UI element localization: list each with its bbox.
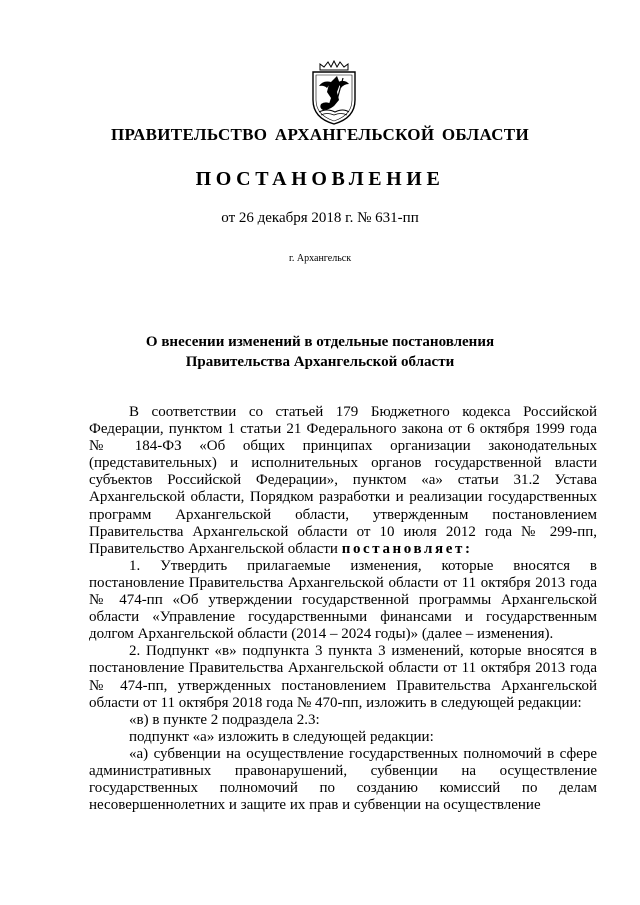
body-paragraph-amendment-a: «а) субвенции на осуществление государственных полномочий в сфере административных правонарушений, субвенции на осуществление государственных полномочий по созданию комиссий по делам несовершеннолетних и защите их прав и субвенции на осуществление bbox=[89, 745, 597, 814]
arkhangelsk-coat-of-arms-icon bbox=[307, 60, 361, 126]
document-date-number: от 26 декабря 2018 г. № 631-пп bbox=[221, 210, 419, 226]
resolves-keyword: постановляет: bbox=[341, 540, 473, 557]
body-paragraph-item-1: 1. Утвердить прилагаемые изменения, которые вносятся в постановление Правительства Архангельской области от 11 октября 2013 года № 474-пп «Об утверждении государственной программы Архангельской области «Управление государственными финансами и государственным долгом Архангельской области (2014 – 2024 годы)» (далее – изменения). bbox=[89, 557, 597, 643]
document-type-heading: ПОСТАНОВЛЕНИЕ bbox=[195, 168, 445, 190]
document-body bbox=[89, 404, 597, 814]
body-paragraph-item-2: 2. Подпункт «в» подпункта 3 пункта 3 изменений, которые вносятся в постановление Правительства Архангельской области от 11 октября 2013 года № 474-пп, утвержденных постановлением Правительства Архангельской области от 11 октября 2018 года № 470-пп, изложить в следующей редакции: bbox=[89, 643, 597, 711]
document-title-line-2: Правительства Архангельской области bbox=[185, 354, 455, 370]
document-city: г. Архангельск bbox=[288, 253, 352, 264]
body-paragraph-amendment-v: «в) в пункте 2 подраздела 2.3: bbox=[129, 711, 320, 728]
document-title bbox=[0, 332, 640, 372]
preamble-text: В соответствии со статьей 179 Бюджетного кодекса Российской Федерации, пунктом 1 статьи 21 Федерального закона от 6 октября 1999 года № 184-ФЗ «Об общих принципах организации законодательных (представительных) и исполнительных органов государственной власти субъектов Российской Федерации», пунктом «а» статьи 31.2 Устава Архангельской области, Порядком разработки и реализации государственных программ Архангельской области, утвержденным постановлением Правительства Архангельской области от 10 июля 2012 года № 299-пп, Правительство Архангельской области bbox=[89, 404, 597, 557]
organization-name: ПРАВИТЕЛЬСТВО АРХАНГЕЛЬСКОЙ ОБЛАСТИ bbox=[111, 125, 529, 144]
body-paragraph-subpoint-a: подпункт «а» изложить в следующей редакции: bbox=[129, 728, 434, 745]
body-paragraph-preamble bbox=[89, 404, 597, 558]
document-title-line-1: О внесении изменений в отдельные постановления bbox=[145, 334, 495, 350]
